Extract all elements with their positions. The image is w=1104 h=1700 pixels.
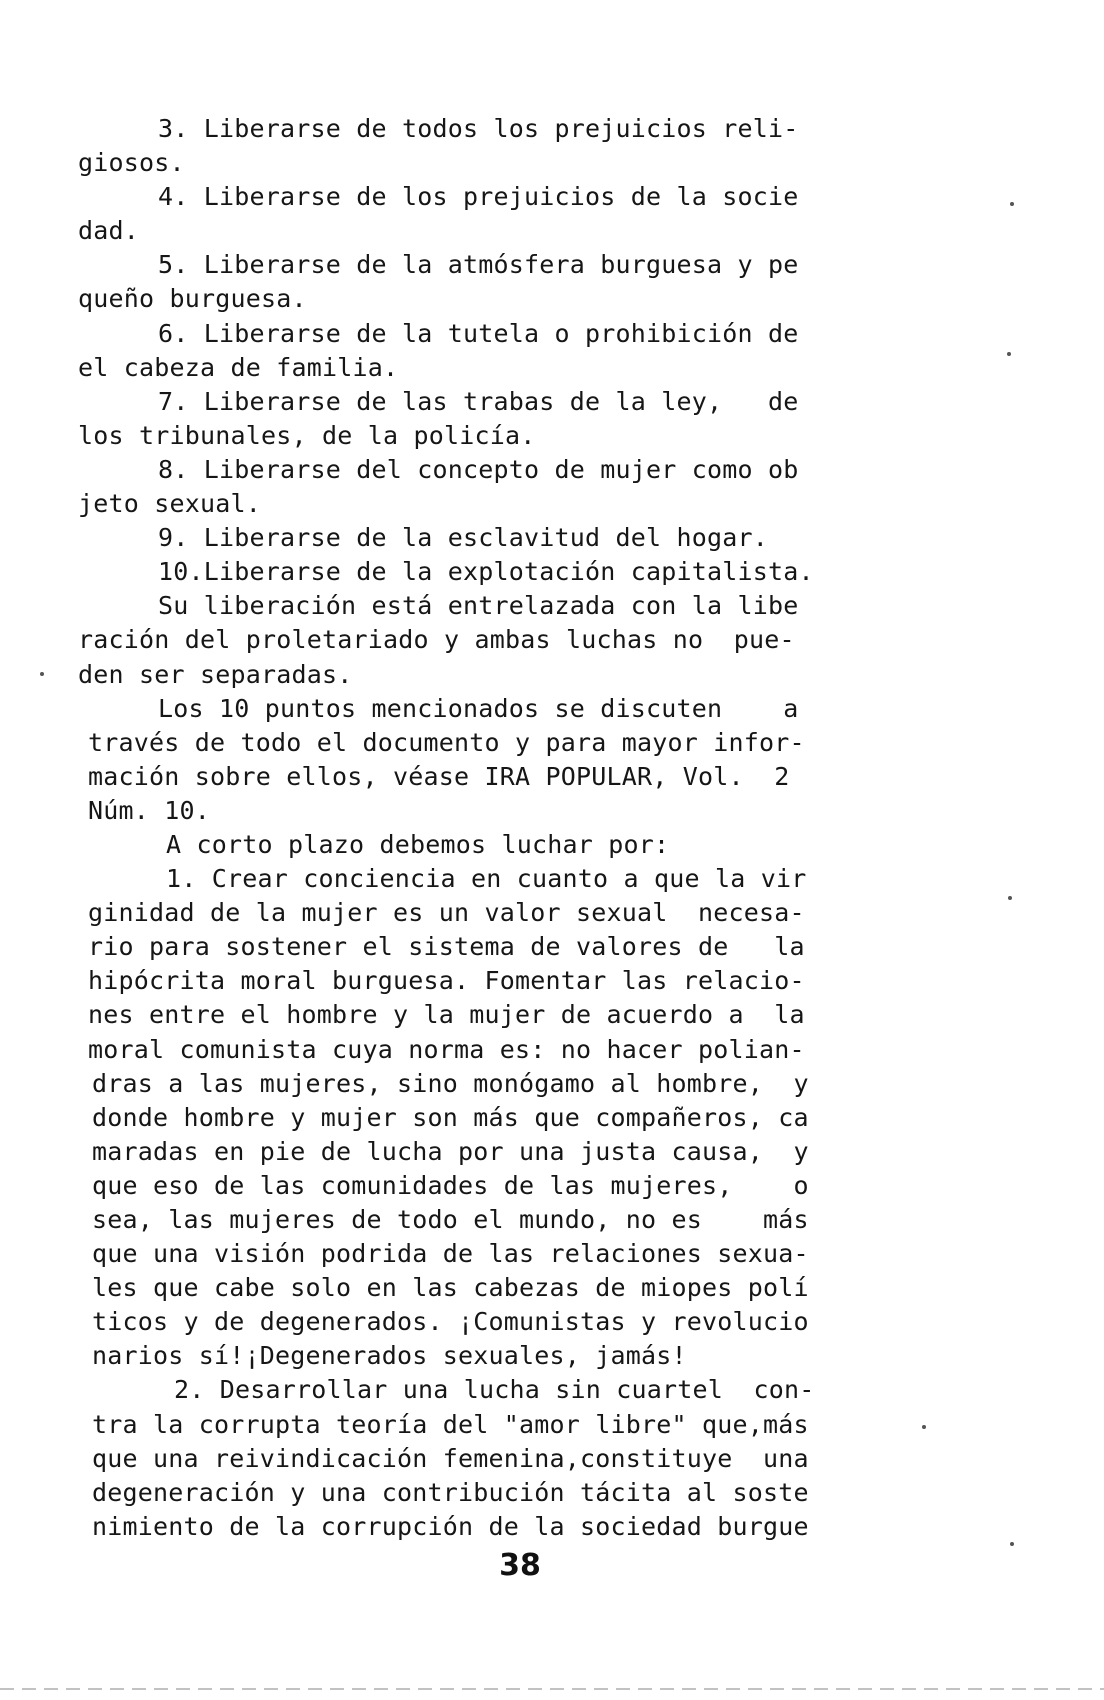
text-line: A corto plazo debemos luchar por:: [166, 829, 670, 859]
text-line: través de todo el documento y para mayor infor-: [88, 727, 805, 757]
body-text: [78, 112, 888, 1544]
text-line: que eso de las comunidades de las mujeres, o: [92, 1170, 809, 1200]
scan-speck: [1010, 1542, 1014, 1546]
text-line: que una reivindicación femenina,constituye una: [92, 1443, 809, 1473]
text-line: 2. Desarrollar una lucha sin cuartel con-: [174, 1375, 815, 1405]
text-line: 4. Liberarse de los prejuicios de la socie: [158, 182, 799, 212]
scan-speck: [1007, 352, 1011, 356]
text-line: Núm. 10.: [88, 795, 211, 825]
text-line: rio para sostener el sistema de valores de la: [88, 932, 805, 962]
text-line: nes entre el hombre y la mujer de acuerdo a la: [88, 1000, 805, 1030]
text-line: el cabeza de familia.: [78, 352, 399, 382]
text-line: queño burguesa.: [78, 284, 307, 314]
scan-edge-line: [0, 1688, 1104, 1690]
text-line: mación sobre ellos, véase IRA POPULAR, Vol. 2: [88, 761, 790, 791]
text-line: den ser separadas.: [78, 659, 353, 689]
scan-speck: [1008, 896, 1012, 900]
text-line: 8. Liberarse del concepto de mujer como ob: [158, 454, 799, 484]
text-line: 6. Liberarse de la tutela o prohibición de: [158, 318, 799, 348]
text-line: 10.Liberarse de la explotación capitalista.: [158, 557, 814, 587]
scan-speck: [922, 1425, 926, 1429]
text-line: Los 10 puntos mencionados se discuten a: [158, 693, 799, 723]
text-line: 7. Liberarse de las trabas de la ley, de: [158, 386, 799, 416]
text-line: 1. Crear conciencia en cuanto a que la vir: [166, 864, 807, 894]
text-line: ticos y de degenerados. ¡Comunistas y revolucio: [92, 1307, 809, 1337]
text-line: maradas en pie de lucha por una justa causa, y: [92, 1136, 809, 1166]
page-number: 38: [499, 1548, 541, 1583]
text-line: jeto sexual.: [78, 489, 262, 519]
text-line: 9. Liberarse de la esclavitud del hogar.: [158, 523, 769, 553]
text-line: hipócrita moral burguesa. Fomentar las relacio-: [88, 966, 805, 996]
text-line: 5. Liberarse de la atmósfera burguesa y pe: [158, 250, 799, 280]
text-line: 3. Liberarse de todos los prejuicios reli-: [158, 114, 799, 143]
text-line: ración del proletariado y ambas luchas no pue-: [78, 625, 795, 655]
text-line: giosos.: [78, 148, 185, 178]
text-line: ginidad de la mujer es un valor sexual necesa-: [88, 898, 805, 928]
text-line: les que cabe solo en las cabezas de miopes polí: [92, 1273, 809, 1303]
text-line: dad.: [78, 216, 140, 246]
text-line: nimiento de la corrupción de la sociedad burgue: [92, 1511, 809, 1541]
text-line: degeneración y una contribución tácita al soste: [92, 1477, 809, 1507]
text-line: dras a las mujeres, sino monógamo al hombre, y: [92, 1068, 809, 1098]
scan-speck: [40, 672, 44, 676]
text-line: Su liberación está entrelazada con la libe: [158, 591, 799, 621]
text-line: que una visión podrida de las relaciones sexua-: [92, 1239, 809, 1269]
text-line: narios sí!¡Degenerados sexuales, jamás!: [92, 1341, 687, 1371]
text-line: sea, las mujeres de todo el mundo, no es más: [92, 1205, 809, 1234]
text-line: los tribunales, de la policía.: [78, 420, 536, 450]
text-line: moral comunista cuya norma es: no hacer polian-: [88, 1034, 805, 1064]
text-line: donde hombre y mujer son más que compañeros, ca: [92, 1102, 809, 1132]
scan-speck: [1010, 202, 1014, 206]
text-line: tra la corrupta teoría del "amor libre" que,más: [92, 1409, 809, 1439]
